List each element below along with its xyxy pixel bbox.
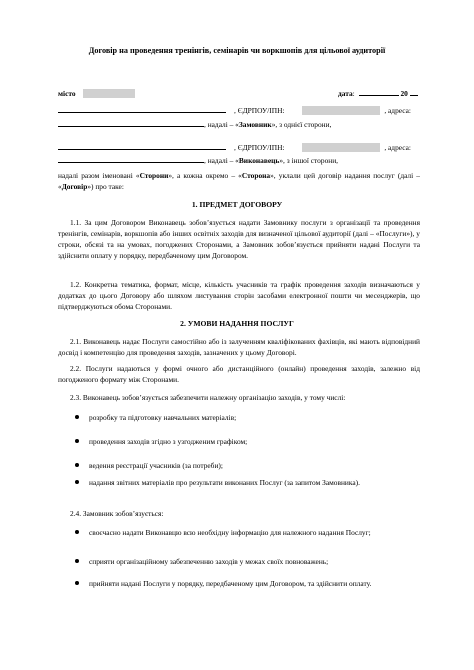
- list-item-text: надання звітних матеріалів про результати виконаних Послуг (за запитом Замовника).: [89, 478, 360, 487]
- party1-name-field[interactable]: [58, 105, 226, 113]
- party2-role: Виконавець: [238, 156, 280, 165]
- section1-heading: 1. ПРЕДМЕТ ДОГОВОРУ: [191, 200, 283, 209]
- party1-line1: [58, 105, 411, 116]
- list-item-text: своєчасно надати Виконавцю всю необхідну інформацію для належного надання Послуг;: [89, 528, 371, 537]
- list-item-text: розробку та підготовку навчальних матеріалів;: [89, 413, 237, 422]
- party2-line1: [58, 142, 411, 153]
- party1-code-field[interactable]: [302, 106, 380, 115]
- bullet-icon: [75, 415, 79, 419]
- section2-paragraph-1: 2.1. Виконавець надає Послуги самостійно або із залученням кваліфікованих фахівців, які мають відповідний досвід і компетенцію для проведення заходів, зазначених у цьому Договорі.: [58, 337, 420, 357]
- date-label: дата: [338, 89, 353, 98]
- section2-paragraph-2: 2.2. Послуги надаються у формі очного або дистанційного (онлайн) проведення заходів, залежно від погодженого формату між Сторонами.: [58, 364, 420, 384]
- date-day-month-field[interactable]: [359, 88, 399, 96]
- intro-paragraph: надалі разом іменовані «Сторони», а кожна окремо – «Сторона», уклали цей договір надання послуг (далі – «Договір») про таке:: [58, 171, 420, 191]
- city-label: місто: [58, 89, 76, 98]
- party2-code-label: , ЄДРПОУ/ІПН:: [234, 143, 285, 152]
- bullet-icon: [75, 559, 79, 563]
- document-title: Договір на проведення тренінгів, семінарів чи воркшопів для цільової аудиторії: [88, 46, 386, 55]
- section2-heading: 2. УМОВИ НАДАННЯ ПОСЛУГ: [180, 319, 294, 328]
- bullet-icon: [75, 530, 79, 534]
- list-item-text: сприяти організаційному забезпеченню заходів у межах своїх повноважень;: [89, 557, 329, 566]
- bullet-icon: [75, 439, 79, 443]
- list-item-text: прийняти надані Послуги у порядку, передбаченому цим Договором, та здійснити оплату.: [89, 579, 372, 588]
- city-field[interactable]: [83, 89, 135, 98]
- party2-address-label: , адреса:: [384, 143, 411, 152]
- party2-code-field[interactable]: [302, 143, 380, 152]
- section2-paragraph-4: 2.4. Замовник зобов’язується:: [70, 509, 164, 518]
- city-line: [58, 88, 135, 99]
- list-item-text: проведення заходів згідно з узгодженим графіком;: [89, 437, 248, 446]
- date-year: 20: [400, 89, 408, 98]
- party1-suffix-post: », з однієї сторони,: [271, 120, 332, 129]
- section1-paragraph-2: 1.2. Конкретна тематика, формат, місце, кількість учасників та графік проведення заходів визначаються у додатках до цього Договору або шляхом листування сторін засобами електронної пошти чи месенджерів, що підтверджуються обома Сторонами.: [58, 280, 420, 311]
- section2-paragraph-3: 2.3. Виконавець зобов’язується забезпечити належну організацію заходів, у тому числі:: [70, 393, 346, 402]
- bullet-icon: [75, 463, 79, 467]
- party2-suffix-post: », з іншої сторони,: [279, 156, 339, 165]
- party2-suffix-pre: , надалі – «: [204, 156, 239, 165]
- list-item-text: ведення реєстрації учасників (за потреби);: [89, 461, 223, 470]
- date-line: дата: 20: [338, 88, 418, 99]
- party2-line2: [58, 155, 338, 166]
- party2-address-field[interactable]: [58, 155, 204, 163]
- party1-suffix-pre: , надалі – «: [204, 120, 239, 129]
- party1-address-label: , адреса:: [384, 106, 411, 115]
- party1-address-field[interactable]: [58, 119, 204, 127]
- party1-line2: [58, 119, 331, 130]
- bullet-icon: [75, 581, 79, 585]
- bullet-icon: [75, 480, 79, 484]
- date-year-field[interactable]: [410, 88, 418, 96]
- party2-name-field[interactable]: [58, 142, 226, 150]
- section1-paragraph-1: 1.1. За цим Договором Виконавець зобов’язується надати Замовнику послуги з організації та проведення тренінгів, семінарів, воркшопів або інших освітніх заходів для визначеної цільової аудиторії (далі – «Послуги»), у строки, обсязі та на умовах, погоджених Сторонами, а Замовник зобов’язується прийняти надані Послуги та здійснити оплату у порядку, передбаченому цим Договором.: [58, 218, 420, 260]
- party1-code-label: , ЄДРПОУ/ІПН:: [234, 106, 285, 115]
- party1-role: Замовник: [238, 120, 272, 129]
